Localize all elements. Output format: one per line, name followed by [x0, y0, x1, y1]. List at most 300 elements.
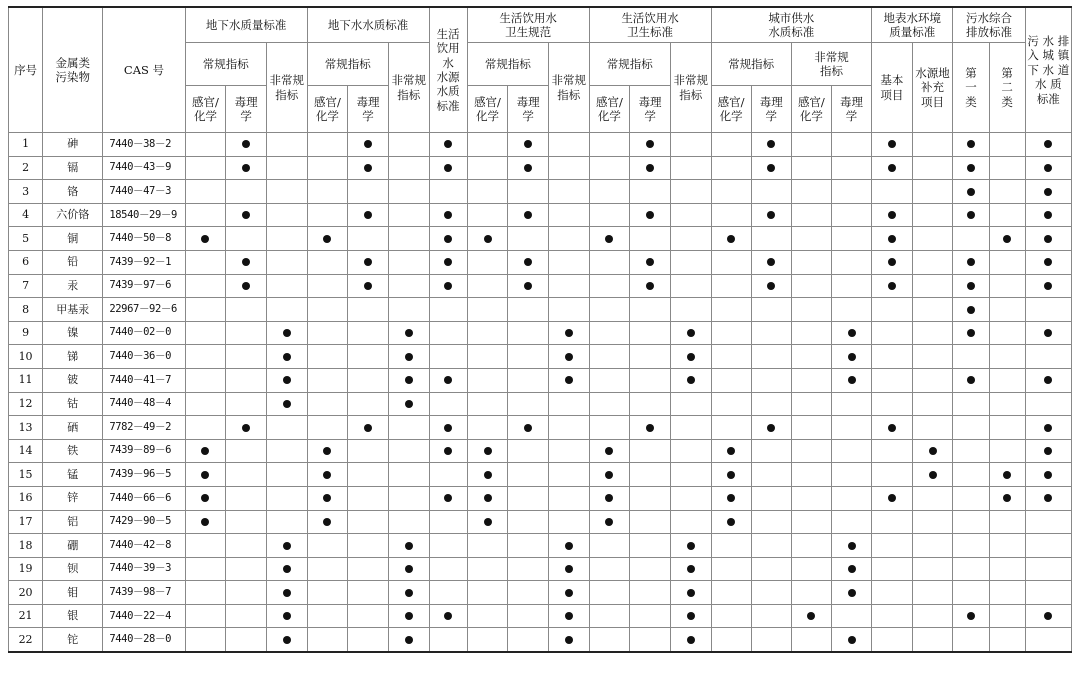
applicable-dot-icon	[605, 494, 613, 502]
applicable-dot-icon	[646, 258, 654, 266]
standard-cell	[226, 203, 267, 227]
standard-cell	[589, 581, 630, 605]
standard-cell	[429, 463, 467, 487]
standard-cell	[953, 227, 989, 251]
standard-cell	[508, 581, 549, 605]
standard-cell	[388, 392, 429, 416]
applicable-dot-icon	[1044, 447, 1052, 455]
standard-cell	[1025, 250, 1071, 274]
standard-cell	[791, 250, 831, 274]
applicable-dot-icon	[848, 565, 856, 573]
standard-cell	[791, 534, 831, 558]
standard-cell	[348, 368, 389, 392]
standard-cell	[751, 628, 791, 652]
applicable-dot-icon	[484, 518, 492, 526]
standard-cell	[467, 557, 508, 581]
table-row	[9, 227, 1072, 251]
applicable-dot-icon	[848, 376, 856, 384]
row-number: 17	[9, 510, 43, 534]
applicable-dot-icon	[888, 494, 896, 502]
standard-cell	[872, 368, 913, 392]
standard-cell	[912, 227, 953, 251]
standard-cell	[348, 321, 389, 345]
standard-cell	[791, 227, 831, 251]
standard-cell	[670, 133, 711, 157]
standard-cell	[589, 557, 630, 581]
standard-cell	[751, 392, 791, 416]
metal-name: 铅	[43, 250, 103, 274]
header-toxic: 毒理 学	[630, 86, 671, 133]
standard-cell	[711, 628, 751, 652]
standard-cell	[467, 345, 508, 369]
standard-cell	[953, 345, 989, 369]
standard-cell	[429, 298, 467, 322]
standard-cell	[429, 439, 467, 463]
standard-cell	[1025, 416, 1071, 440]
applicable-dot-icon	[323, 471, 331, 479]
standard-cell	[670, 156, 711, 180]
standard-cell	[670, 274, 711, 298]
standard-cell	[348, 581, 389, 605]
header-regular: 常规指标	[589, 43, 670, 86]
standard-cell	[429, 416, 467, 440]
standard-cell	[388, 416, 429, 440]
header-no: 序号	[9, 7, 43, 133]
standard-cell	[226, 133, 267, 157]
standard-cell	[548, 180, 589, 204]
standard-cell	[791, 321, 831, 345]
applicable-dot-icon	[242, 140, 250, 148]
metal-name: 镍	[43, 321, 103, 345]
standard-cell	[185, 368, 226, 392]
row-number: 16	[9, 486, 43, 510]
standard-cell	[388, 628, 429, 652]
standard-cell	[226, 557, 267, 581]
applicable-dot-icon	[242, 424, 250, 432]
standard-cell	[751, 156, 791, 180]
standard-cell	[348, 463, 389, 487]
table-row	[9, 510, 1072, 534]
metal-name: 汞	[43, 274, 103, 298]
applicable-dot-icon	[848, 636, 856, 644]
applicable-dot-icon	[687, 376, 695, 384]
standard-cell	[589, 510, 630, 534]
row-number: 9	[9, 321, 43, 345]
standard-cell	[226, 345, 267, 369]
applicable-dot-icon	[1044, 140, 1052, 148]
standard-cell	[348, 274, 389, 298]
standard-cell	[912, 486, 953, 510]
standard-cell	[548, 203, 589, 227]
standard-cell	[429, 392, 467, 416]
header-class1: 第 一 类	[953, 43, 989, 133]
standard-cell	[348, 298, 389, 322]
standard-cell	[348, 345, 389, 369]
standard-cell	[548, 581, 589, 605]
standard-cell	[589, 250, 630, 274]
metal-name: 锰	[43, 463, 103, 487]
applicable-dot-icon	[242, 211, 250, 219]
standard-cell	[589, 298, 630, 322]
standard-cell	[467, 416, 508, 440]
standard-cell	[791, 628, 831, 652]
applicable-dot-icon	[444, 211, 452, 219]
row-number: 11	[9, 368, 43, 392]
header-drink-source: 生活 饮用 水 水源 水质 标准	[429, 7, 467, 133]
standard-cell	[912, 274, 953, 298]
standard-cell	[751, 534, 791, 558]
cas-number: 7439－96－5	[103, 463, 185, 487]
standard-cell	[751, 298, 791, 322]
table-row	[9, 321, 1072, 345]
standard-cell	[226, 298, 267, 322]
table-row	[9, 628, 1072, 652]
header-nonregular: 非常规 指标	[791, 43, 871, 86]
applicable-dot-icon	[242, 258, 250, 266]
standard-cell	[831, 604, 871, 628]
standard-cell	[953, 250, 989, 274]
standard-cell	[953, 368, 989, 392]
standard-cell	[467, 486, 508, 510]
standard-cell	[548, 250, 589, 274]
standard-cell	[266, 416, 307, 440]
metal-name: 锑	[43, 345, 103, 369]
standard-cell	[589, 416, 630, 440]
standard-cell	[711, 581, 751, 605]
standard-cell	[989, 180, 1025, 204]
standard-cell	[989, 203, 1025, 227]
standard-cell	[548, 604, 589, 628]
applicable-dot-icon	[687, 636, 695, 644]
row-number: 22	[9, 628, 43, 652]
metal-pollutant-standards-table	[8, 6, 1072, 653]
standard-cell	[831, 510, 871, 534]
applicable-dot-icon	[967, 164, 975, 172]
standard-cell	[266, 392, 307, 416]
standard-cell	[1025, 298, 1071, 322]
standard-cell	[307, 227, 348, 251]
standard-cell	[831, 250, 871, 274]
standard-cell	[1025, 133, 1071, 157]
standard-cell	[872, 250, 913, 274]
row-number: 2	[9, 156, 43, 180]
standard-cell	[467, 439, 508, 463]
standard-cell	[912, 392, 953, 416]
standard-cell	[751, 180, 791, 204]
applicable-dot-icon	[888, 258, 896, 266]
standard-cell	[388, 510, 429, 534]
standard-cell	[307, 534, 348, 558]
applicable-dot-icon	[565, 353, 573, 361]
standard-cell	[751, 510, 791, 534]
standard-cell	[670, 557, 711, 581]
standard-cell	[429, 368, 467, 392]
standard-cell	[791, 416, 831, 440]
standard-cell	[548, 486, 589, 510]
standard-cell	[912, 439, 953, 463]
standard-cell	[791, 156, 831, 180]
applicable-dot-icon	[1044, 471, 1052, 479]
applicable-dot-icon	[283, 353, 291, 361]
header-toxic: 毒理 学	[751, 86, 791, 133]
standard-cell	[307, 581, 348, 605]
standard-cell	[912, 534, 953, 558]
applicable-dot-icon	[967, 258, 975, 266]
standard-cell	[670, 392, 711, 416]
row-number: 5	[9, 227, 43, 251]
applicable-dot-icon	[727, 471, 735, 479]
standard-cell	[388, 250, 429, 274]
standard-cell	[711, 439, 751, 463]
standard-cell	[872, 463, 913, 487]
standard-cell	[1025, 203, 1071, 227]
applicable-dot-icon	[1003, 471, 1011, 479]
standard-cell	[508, 321, 549, 345]
applicable-dot-icon	[283, 589, 291, 597]
header-sensory: 感官/ 化学	[711, 86, 751, 133]
standard-cell	[307, 368, 348, 392]
standard-cell	[791, 368, 831, 392]
standard-cell	[467, 298, 508, 322]
standard-cell	[508, 180, 549, 204]
table-row	[9, 203, 1072, 227]
standard-cell	[989, 534, 1025, 558]
applicable-dot-icon	[565, 376, 573, 384]
standard-cell	[226, 321, 267, 345]
standard-cell	[670, 463, 711, 487]
applicable-dot-icon	[405, 542, 413, 550]
standard-cell	[307, 604, 348, 628]
applicable-dot-icon	[929, 447, 937, 455]
applicable-dot-icon	[524, 211, 532, 219]
standard-cell	[388, 156, 429, 180]
cas-number: 7440－38－2	[103, 133, 185, 157]
standard-cell	[266, 274, 307, 298]
applicable-dot-icon	[405, 565, 413, 573]
standard-cell	[1025, 392, 1071, 416]
table-row	[9, 439, 1072, 463]
applicable-dot-icon	[1003, 494, 1011, 502]
cas-number: 7439－97－6	[103, 274, 185, 298]
standard-cell	[307, 203, 348, 227]
standard-cell	[508, 227, 549, 251]
standard-cell	[508, 534, 549, 558]
table-row	[9, 557, 1072, 581]
standard-cell	[467, 180, 508, 204]
cas-number: 7440－42－8	[103, 534, 185, 558]
applicable-dot-icon	[1044, 494, 1052, 502]
standard-cell	[589, 463, 630, 487]
standard-cell	[872, 321, 913, 345]
applicable-dot-icon	[444, 235, 452, 243]
standard-cell	[953, 203, 989, 227]
standard-cell	[388, 439, 429, 463]
header-sensory: 感官/ 化学	[185, 86, 226, 133]
standard-cell	[266, 298, 307, 322]
applicable-dot-icon	[524, 258, 532, 266]
standard-cell	[831, 203, 871, 227]
standard-cell	[751, 486, 791, 510]
header-surface-env: 地表水环境 质量标准	[872, 7, 953, 43]
standard-cell	[348, 392, 389, 416]
standard-cell	[989, 368, 1025, 392]
standard-cell	[831, 628, 871, 652]
standard-cell	[185, 486, 226, 510]
applicable-dot-icon	[484, 235, 492, 243]
applicable-dot-icon	[444, 424, 452, 432]
standard-cell	[508, 156, 549, 180]
applicable-dot-icon	[201, 235, 209, 243]
standard-cell	[348, 227, 389, 251]
standard-cell	[348, 557, 389, 581]
standard-cell	[791, 133, 831, 157]
standard-cell	[467, 156, 508, 180]
cas-number: 7440－43－9	[103, 156, 185, 180]
standard-cell	[429, 250, 467, 274]
standard-cell	[953, 486, 989, 510]
standard-cell	[388, 368, 429, 392]
header-nonregular: 非常规 指标	[266, 43, 307, 133]
standard-cell	[953, 416, 989, 440]
standard-cell	[348, 203, 389, 227]
standard-cell	[226, 227, 267, 251]
header-gw-quality: 地下水质量标准	[185, 7, 307, 43]
standard-cell	[791, 510, 831, 534]
applicable-dot-icon	[605, 471, 613, 479]
standard-cell	[791, 557, 831, 581]
standard-cell	[508, 628, 549, 652]
applicable-dot-icon	[484, 447, 492, 455]
table-row	[9, 463, 1072, 487]
standard-cell	[751, 250, 791, 274]
standard-cell	[307, 392, 348, 416]
standard-cell	[185, 321, 226, 345]
standard-cell	[508, 298, 549, 322]
standard-cell	[953, 534, 989, 558]
standard-cell	[670, 250, 711, 274]
row-number: 18	[9, 534, 43, 558]
standard-cell	[711, 203, 751, 227]
standard-cell	[307, 416, 348, 440]
standard-cell	[185, 604, 226, 628]
applicable-dot-icon	[888, 140, 896, 148]
standard-cell	[429, 534, 467, 558]
header-toxic: 毒理 学	[226, 86, 267, 133]
metal-name: 甲基汞	[43, 298, 103, 322]
standard-cell	[711, 534, 751, 558]
metal-name: 铜	[43, 227, 103, 251]
standard-cell	[989, 486, 1025, 510]
standard-cell	[388, 203, 429, 227]
standard-cell	[831, 486, 871, 510]
standard-cell	[548, 133, 589, 157]
standard-cell	[670, 298, 711, 322]
applicable-dot-icon	[605, 447, 613, 455]
standard-cell	[630, 463, 671, 487]
standard-cell	[307, 274, 348, 298]
standard-cell	[912, 250, 953, 274]
header-sensory: 感官/ 化学	[791, 86, 831, 133]
standard-cell	[185, 250, 226, 274]
standard-cell	[185, 345, 226, 369]
standard-cell	[953, 463, 989, 487]
standard-cell	[348, 133, 389, 157]
standard-cell	[548, 321, 589, 345]
standard-cell	[226, 250, 267, 274]
standard-cell	[711, 510, 751, 534]
standard-cell	[872, 133, 913, 157]
standard-cell	[831, 463, 871, 487]
standard-cell	[226, 392, 267, 416]
standard-cell	[711, 250, 751, 274]
applicable-dot-icon	[323, 235, 331, 243]
standard-cell	[831, 274, 871, 298]
standard-cell	[912, 156, 953, 180]
applicable-dot-icon	[687, 542, 695, 550]
standard-cell	[266, 557, 307, 581]
cas-number: 7440－41－7	[103, 368, 185, 392]
standard-cell	[989, 227, 1025, 251]
metal-name: 钡	[43, 557, 103, 581]
standard-cell	[630, 416, 671, 440]
applicable-dot-icon	[444, 140, 452, 148]
standard-cell	[751, 133, 791, 157]
standard-cell	[589, 439, 630, 463]
standard-cell	[953, 321, 989, 345]
standard-cell	[1025, 463, 1071, 487]
standard-cell	[185, 298, 226, 322]
cas-number: 18540－29－9	[103, 203, 185, 227]
standard-cell	[711, 298, 751, 322]
standard-cell	[348, 628, 389, 652]
standard-cell	[185, 439, 226, 463]
standard-cell	[266, 156, 307, 180]
standard-cell	[185, 416, 226, 440]
standard-cell	[630, 628, 671, 652]
standard-cell	[307, 628, 348, 652]
standard-cell	[670, 628, 711, 652]
applicable-dot-icon	[405, 329, 413, 337]
standard-cell	[711, 604, 751, 628]
standard-cell	[467, 203, 508, 227]
standard-cell	[630, 486, 671, 510]
applicable-dot-icon	[323, 447, 331, 455]
applicable-dot-icon	[848, 589, 856, 597]
applicable-dot-icon	[484, 494, 492, 502]
applicable-dot-icon	[646, 424, 654, 432]
header-supplement: 水源地 补充 项目	[912, 43, 953, 133]
standard-cell	[185, 581, 226, 605]
standard-cell	[791, 274, 831, 298]
standard-cell	[953, 180, 989, 204]
standard-cell	[872, 156, 913, 180]
standard-cell	[307, 557, 348, 581]
standard-cell	[589, 628, 630, 652]
standard-cell	[953, 298, 989, 322]
applicable-dot-icon	[1044, 258, 1052, 266]
standard-cell	[348, 180, 389, 204]
standard-cell	[912, 557, 953, 581]
standard-cell	[791, 486, 831, 510]
standard-cell	[989, 250, 1025, 274]
standard-cell	[1025, 227, 1071, 251]
standard-cell	[791, 345, 831, 369]
header-drink-spec: 生活饮用水 卫生规范	[467, 7, 589, 43]
metal-name: 铁	[43, 439, 103, 463]
standard-cell	[989, 604, 1025, 628]
standard-cell	[630, 439, 671, 463]
table-row	[9, 368, 1072, 392]
